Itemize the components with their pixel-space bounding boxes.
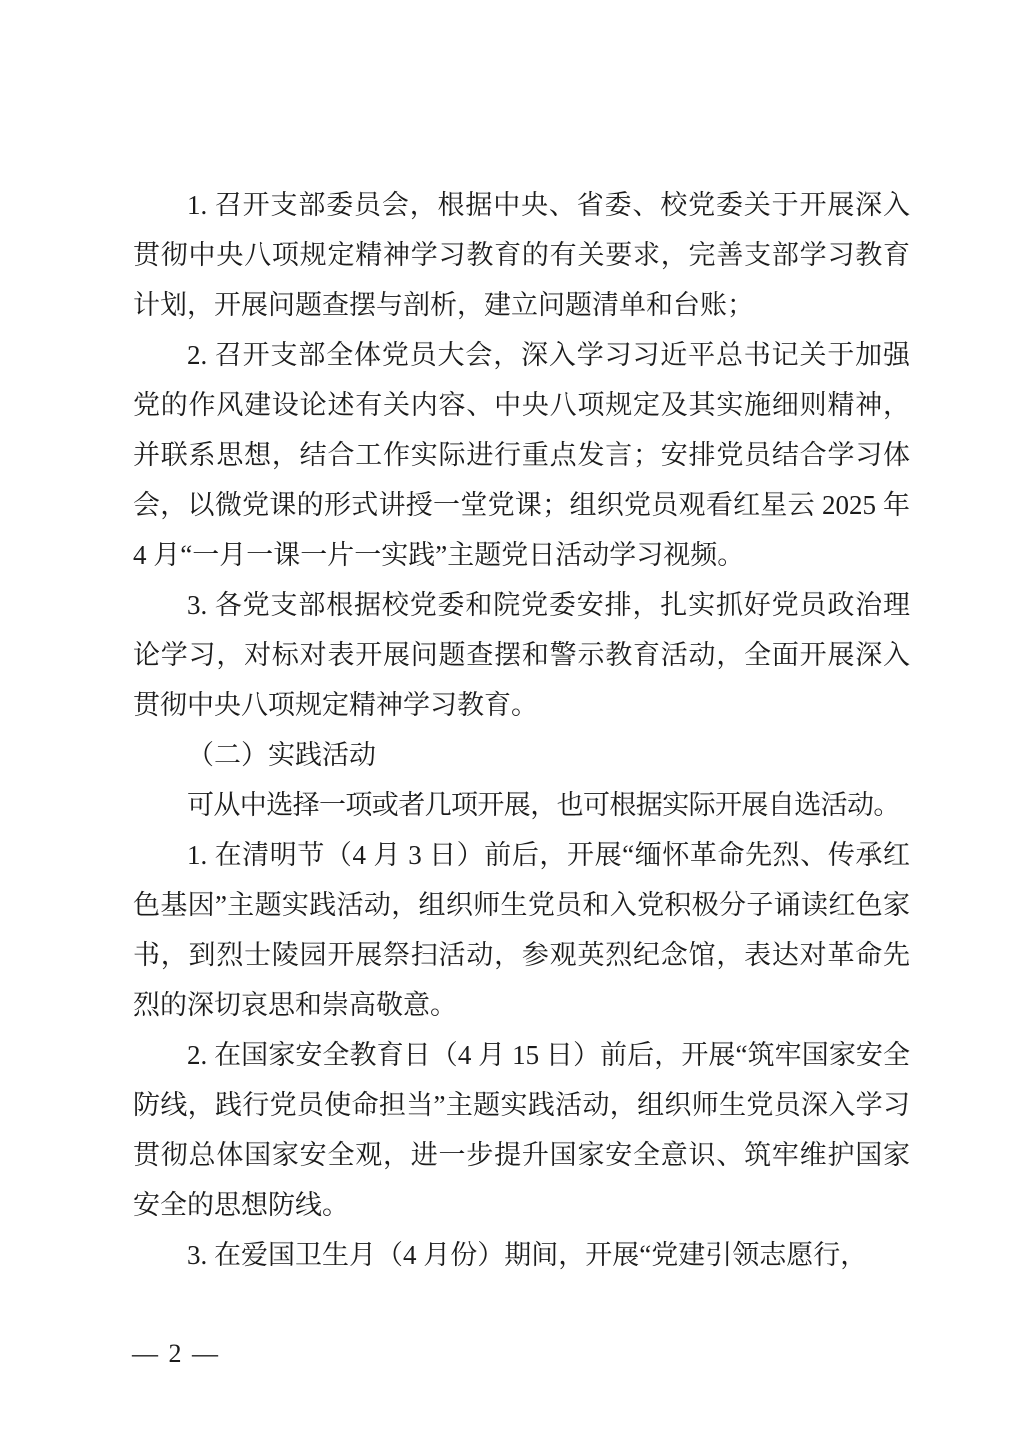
document-body (133, 180, 910, 1280)
paragraph-practice-item-1: 1. 在清明节（4 月 3 日）前后，开展“缅怀革命先烈、传承红色基因”主题实践活动，组织师生党员和入党积极分子诵读红色家书，到烈士陵园开展祭扫活动，参观英烈纪念馆，表达对革命先烈的深切哀思和崇高敬意。 (133, 840, 910, 1020)
paragraph-study-item-2: 2. 召开支部全体党员大会，深入学习习近平总书记关于加强党的作风建设论述有关内容、中央八项规定及其实施细则精神，并联系思想，结合工作实际进行重点发言；安排党员结合学习体会，以微党课的形式讲授一堂党课；组织党员观看红星云 2025 年 4 月“一月一课一片一实践”主题党日活动学习视频。 (133, 340, 910, 570)
paragraph-study-item-1: 1. 召开支部委员会，根据中央、省委、校党委关于开展深入贯彻中央八项规定精神学习教育的有关要求，完善支部学习教育计划，开展问题查摆与剖析，建立问题清单和台账； (133, 190, 910, 320)
paragraph-practice-intro: 可从中选择一项或者几项开展，也可根据实际开展自选活动。 (187, 790, 900, 820)
page-number: — 2 — (132, 1339, 220, 1368)
paragraph-study-item-3: 3. 各党支部根据校党委和院党委安排，扎实抓好党员政治理论学习，对标对表开展问题查摆和警示教育活动，全面开展深入贯彻中央八项规定精神学习教育。 (133, 590, 910, 720)
paragraph-practice-item-3: 3. 在爱国卫生月（4 月份）期间，开展“党建引领志愿行， (187, 1240, 868, 1270)
section-heading-practice-activities: （二）实践活动 (187, 740, 376, 770)
paragraph-practice-item-2: 2. 在国家安全教育日（4 月 15 日）前后，开展“筑牢国家安全防线，践行党员使命担当”主题实践活动，组织师生党员深入学习贯彻总体国家安全观，进一步提升国家安全意识、筑牢维护国家安全的思想防线。 (133, 1040, 910, 1220)
